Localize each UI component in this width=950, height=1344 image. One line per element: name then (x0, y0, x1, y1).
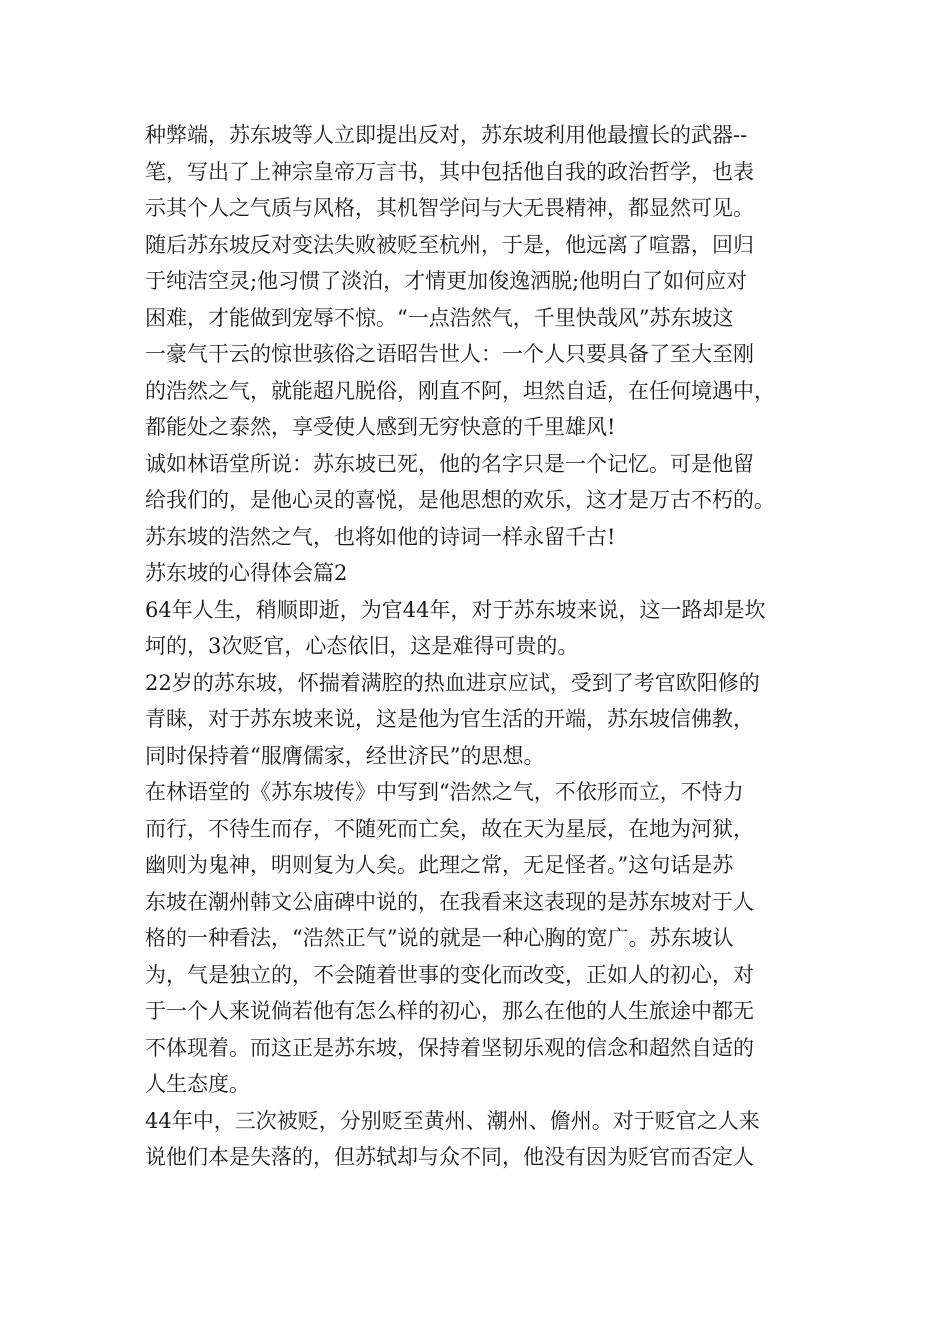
text-line: 于一个人来说倘若他有怎么样的初心，那么在他的人生旅途中都无 (145, 999, 754, 1023)
text-line: 诚如林语堂所说：苏东坡已死，他的名字只是一个记忆。可是他留 (145, 451, 754, 476)
text-line: 笔，写出了上神宗皇帝万言书，其中包括他自我的政治哲学，也表 (145, 159, 754, 184)
text-line: 说他们本是失落的，但苏轼却与众不同，他没有因为贬官而否定人 (145, 1145, 754, 1169)
text-line: 格的一种看法，“浩然正气”说的就是一种心胸的宽广。苏东坡认 (145, 926, 734, 950)
text-line: 东坡在潮州韩文公庙碑中说的，在我看来这表现的是苏东坡对于人 (145, 889, 754, 914)
text-line: 一豪气干云的惊世骇俗之语昭告世人：一个人只要具备了至大至刚 (145, 342, 754, 366)
text-line: 在林语堂的《苏东坡传》中写到“浩然之气，不依形而立，不恃力 (145, 780, 744, 804)
section-heading: 苏东坡的心得体会篇2 (145, 561, 348, 585)
text-line: 苏东坡的浩然之气，也将如他的诗词一样永留千古! (145, 524, 616, 549)
text-line: 64年人生，稍顺即逝，为官44年，对于苏东坡来说，这一路却是坎 (145, 597, 766, 622)
text-line: 幽则为鬼神，明则复为人矣。此理之常，无足怪者。”这句话是苏 (145, 853, 734, 877)
text-line: 而行，不待生而存，不随死而亡矣，故在天为星辰，在地为河狱， (145, 816, 754, 841)
text-line: 示其个人之气质与风格，其机智学问与大无畏精神，都显然可见。 (145, 196, 754, 220)
text-line: 22岁的苏东坡，怀揣着满腔的热血进京应试，受到了考官欧阳修的 (145, 670, 760, 695)
text-line: 人生态度。 (145, 1072, 250, 1096)
text-line: 44年中，三次被贬，分别贬至黄州、潮州、儋州。对于贬官之人来 (145, 1108, 760, 1133)
text-line: 给我们的，是他心灵的喜悦，是他思想的欢乐，这才是万古不朽的。 (145, 488, 775, 512)
text-line: 坷的，3次贬官，心态依旧，这是难得可贵的。 (145, 634, 579, 658)
text-line: 不体现着。而这正是苏东坡，保持着坚韧乐观的信念和超然自适的 (145, 1035, 754, 1060)
text-line: 青睐，对于苏东坡来说，这是他为官生活的开端，苏东坡信佛教， (145, 707, 754, 731)
text-line: 的浩然之气，就能超凡脱俗，刚直不阿，坦然自适，在任何境遇中， (145, 378, 775, 403)
text-line: 同时保持着“服膺儒家，经世济民”的思想。 (145, 743, 545, 768)
document-body (145, 117, 825, 1176)
text-line: 随后苏东坡反对变法失败被贬至杭州，于是，他远离了喧嚣，回归 (145, 232, 754, 257)
text-line: 为，气是独立的，不会随着世事的变化而改变，正如人的初心，对 (145, 962, 754, 987)
text-line: 于纯洁空灵;他习惯了淡泊，才情更加俊逸洒脱;他明白了如何应对 (145, 269, 748, 293)
text-line: 都能处之泰然，享受使人感到无穷快意的千里雄风! (145, 415, 616, 439)
text-line: 种弊端，苏东坡等人立即提出反对，苏东坡利用他最擅长的武器-- (145, 123, 748, 147)
text-line: 困难，才能做到宠辱不惊。“一点浩然气，千里快哉风”苏东坡这 (145, 305, 734, 330)
